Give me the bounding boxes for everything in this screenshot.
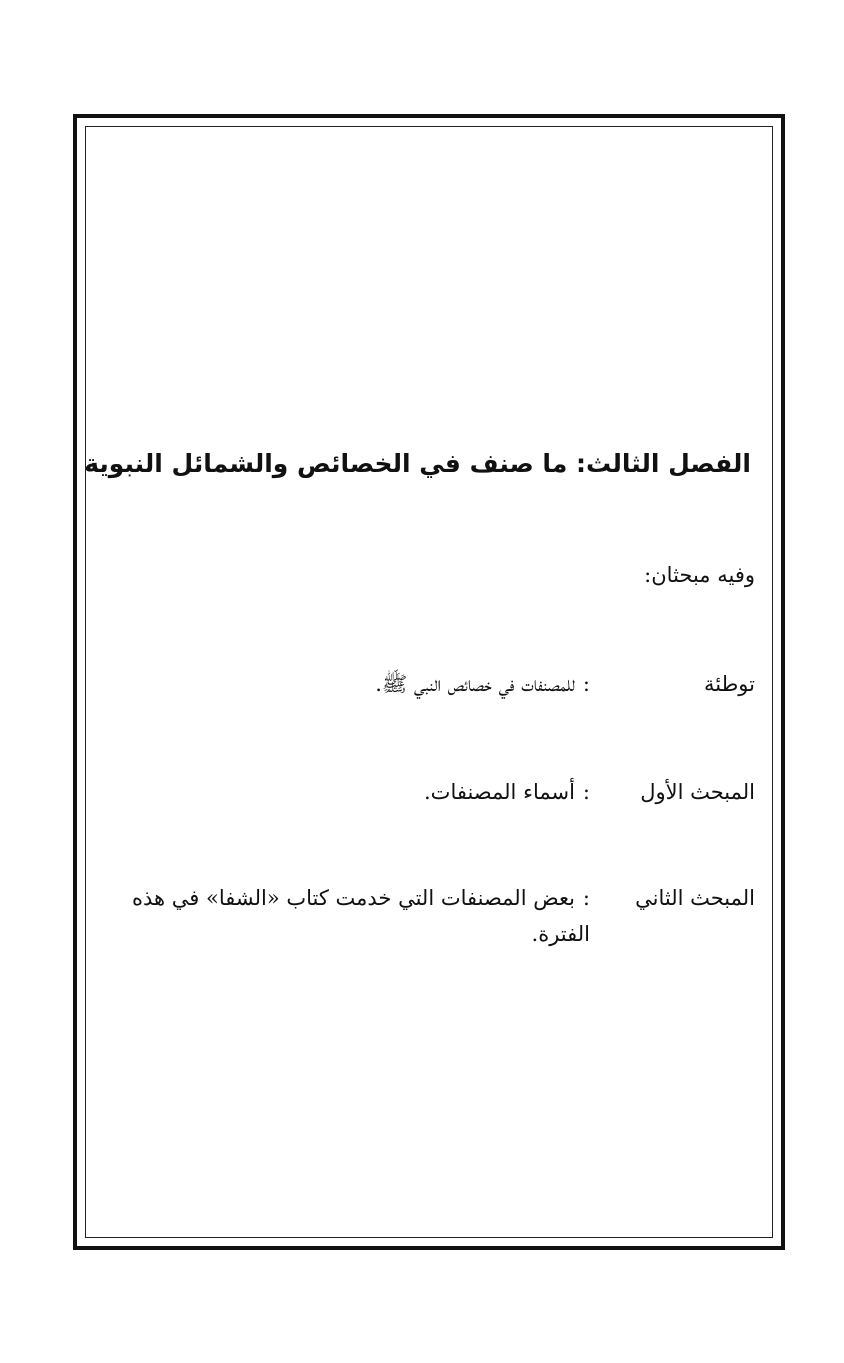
entry-label: توطئة [703, 672, 755, 696]
entry-label: المبحث الأول [640, 780, 755, 804]
entry-section-two [85, 880, 755, 970]
entry-text: للمصنفات في خصائص النبي ﷺ. [375, 672, 575, 696]
entry-colon: : [582, 672, 590, 696]
entry-description [85, 666, 590, 702]
entry-text: بعض المصنفات التي خدمت كتاب «الشفا» في هذه الفترة. [132, 886, 590, 946]
entry-description [85, 880, 590, 952]
entry-colon: : [582, 780, 590, 804]
intro-line: وفيه مبحثان: [644, 563, 755, 587]
entry-colon: : [582, 886, 590, 910]
chapter-title: الفصل الثالث: ما صنف في الخصائص والشمائل النبوية [84, 449, 751, 478]
entry-text: أسماء المصنفات. [424, 780, 575, 804]
entry-label: المبحث الثاني [635, 886, 755, 910]
entry-preface [85, 666, 755, 756]
entry-section-one [85, 774, 755, 864]
entry-description [85, 774, 590, 810]
page-content [85, 126, 773, 1238]
